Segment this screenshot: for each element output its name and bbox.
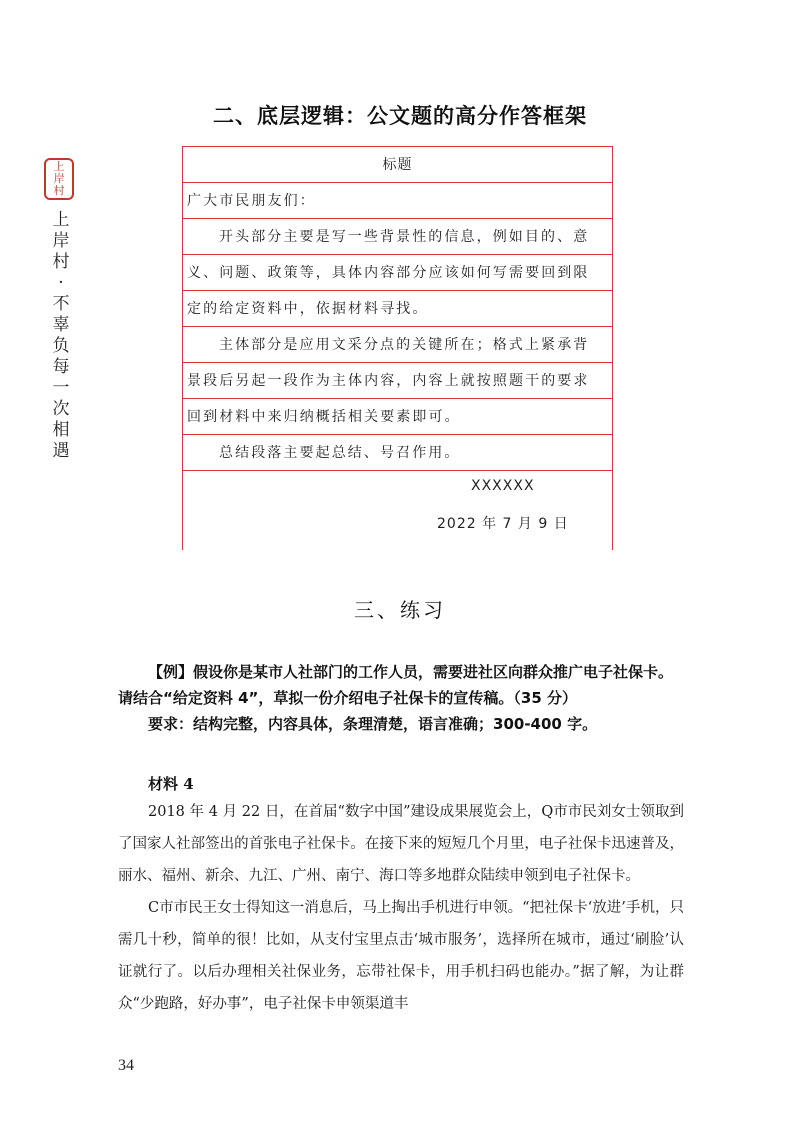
example-prompt: 【例】假设你是某市人社部门的工作人员，需要进社区向群众推广电子社保卡。请结合“给定资料 4”，草拟一份介绍电子社保卡的宣传稿。（35 分） bbox=[118, 663, 674, 707]
frame-title: 标题 bbox=[382, 157, 413, 173]
slogan-char: 每 bbox=[52, 357, 70, 377]
date: 2022 年 7 月 9 日 bbox=[437, 516, 569, 532]
frame-line: 主体部分是应用文采分点的关键所在；格式上紧承背 bbox=[219, 337, 590, 353]
letter-frame bbox=[182, 146, 613, 550]
frame-rule bbox=[183, 470, 612, 471]
signature: XXXXXX bbox=[471, 478, 535, 494]
slogan-char: 上 bbox=[52, 210, 70, 230]
slogan-char: 岸 bbox=[52, 231, 70, 251]
frame-line: 定的给定资料中，依据材料寻找。 bbox=[187, 301, 429, 317]
frame-salutation: 广大市民朋友们： bbox=[187, 193, 316, 209]
slogan-char: 负 bbox=[52, 336, 70, 356]
frame-line: 义、问题、政策等，具体内容部分应该如何写需要回到限 bbox=[187, 265, 590, 281]
frame-line: 总结段落主要起总结、号召作用。 bbox=[219, 445, 461, 461]
section-heading: 三、练习 bbox=[354, 598, 446, 622]
page-number: 34 bbox=[118, 1057, 134, 1074]
brand-logo bbox=[44, 158, 74, 200]
slogan-char: 不 bbox=[52, 294, 70, 314]
example-question bbox=[118, 659, 684, 737]
frame-line: 景段后另起一段作为主体内容，内容上就按照题干的要求 bbox=[187, 373, 590, 389]
material-paragraph: C市市民王女士得知这一消息后，马上掏出手机进行申领。“把社保卡‘放进’手机，只需几十秒，简单的很！比如，从支付宝里点击‘城市服务’，选择所在城市，通过‘刷脸’认证就行了。以后办理相关社保业务，忘带社保卡，用手机扫码也能办。”据了解，为让群众“少跑路，好办事”，电子社保卡申领渠道丰 bbox=[118, 900, 684, 1012]
frame-line: 回到材料中来归纳概括相关要素即可。 bbox=[187, 409, 461, 425]
material-title: 材料 4 bbox=[148, 775, 194, 793]
example-requirement: 要求：结构完整，内容具体，条理清楚，语言准确；300-400 字。 bbox=[148, 715, 598, 733]
section-heading: 二、底层逻辑：公文题的高分作答框架 bbox=[213, 104, 587, 128]
slogan-char: · bbox=[58, 273, 64, 293]
logo-char: 岸 bbox=[53, 172, 65, 185]
material-body bbox=[118, 796, 684, 1020]
slogan-char: 村 bbox=[52, 252, 70, 272]
slogan-char: 相 bbox=[52, 420, 70, 440]
slogan-char: 次 bbox=[52, 399, 70, 419]
slogan-char: 一 bbox=[52, 378, 70, 398]
material-paragraph: 2018 年 4 月 22 日，在首届“数字中国”建设成果展览会上，Q市市民刘女士领取到了国家人社部签出的首张电子社保卡。在接下来的短短几个月里，电子社保卡迅速普及，丽水、福州、新余、九江、广州、南宁、海口等多地群众陆续申领到电子社保卡。 bbox=[118, 804, 684, 884]
slogan-char: 遇 bbox=[52, 441, 70, 461]
vertical-slogan bbox=[49, 210, 73, 462]
logo-char: 村 bbox=[53, 184, 65, 197]
logo-char: 上 bbox=[53, 160, 65, 173]
slogan-char: 辜 bbox=[52, 315, 70, 335]
frame-line: 开头部分主要是写一些背景性的信息，例如目的、意 bbox=[219, 229, 590, 245]
